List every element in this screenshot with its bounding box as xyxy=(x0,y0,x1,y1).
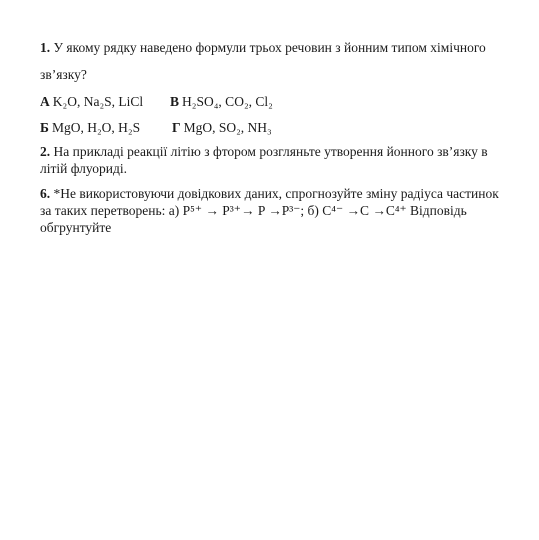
question-1-number: 1. xyxy=(40,40,51,55)
question-6-line-2 xyxy=(40,203,467,219)
question-6-text-end: обгрунтуйте xyxy=(40,220,112,235)
option-v xyxy=(170,94,273,110)
question-6-number: 6. xyxy=(40,186,51,201)
question-2-number: 2. xyxy=(40,144,51,159)
question-1-line-2 xyxy=(40,67,87,83)
option-g-letter: Г xyxy=(172,120,181,135)
option-a-letter: А xyxy=(40,94,50,109)
question-6-text: *Не використовуючи довідкових даних, спрогнозуйте зміну радіуса частинок xyxy=(53,186,499,201)
option-v-text: H₂SO₄, CO₂, Cl₂ xyxy=(182,94,273,109)
question-2-line-2 xyxy=(40,161,127,177)
question-2-text-cont: літій флуориді. xyxy=(40,161,128,176)
question-2-line-1 xyxy=(40,144,488,160)
option-b xyxy=(40,120,140,136)
option-a xyxy=(40,94,143,110)
question-6-line-3 xyxy=(40,220,111,236)
option-a-text: K₂O, Na₂S, LiCl xyxy=(52,94,144,109)
option-g xyxy=(172,120,272,136)
option-b-text: MgO, H₂O, H₂S xyxy=(51,120,141,135)
question-1-text: У якому рядку наведено формули трьох речовин з йонним типом хімічного xyxy=(53,40,486,55)
option-b-letter: Б xyxy=(40,120,49,135)
question-1-text-cont: зв’язку? xyxy=(40,67,87,82)
option-g-text: MgO, SO₂, NH₃ xyxy=(183,120,272,135)
question-1-line-1 xyxy=(40,40,486,56)
question-6-line-1 xyxy=(40,186,499,202)
question-6-text-cont: за таких перетворень: а) P⁵⁺ → P³⁺→ P →P³⁻; б) C⁴⁻ →C →C⁴⁺ Відповідь xyxy=(40,203,467,218)
option-v-letter: В xyxy=(170,94,180,109)
question-2-text: На прикладі реакції літію з фтором розгляньте утворення йонного зв’язку в xyxy=(53,144,488,159)
